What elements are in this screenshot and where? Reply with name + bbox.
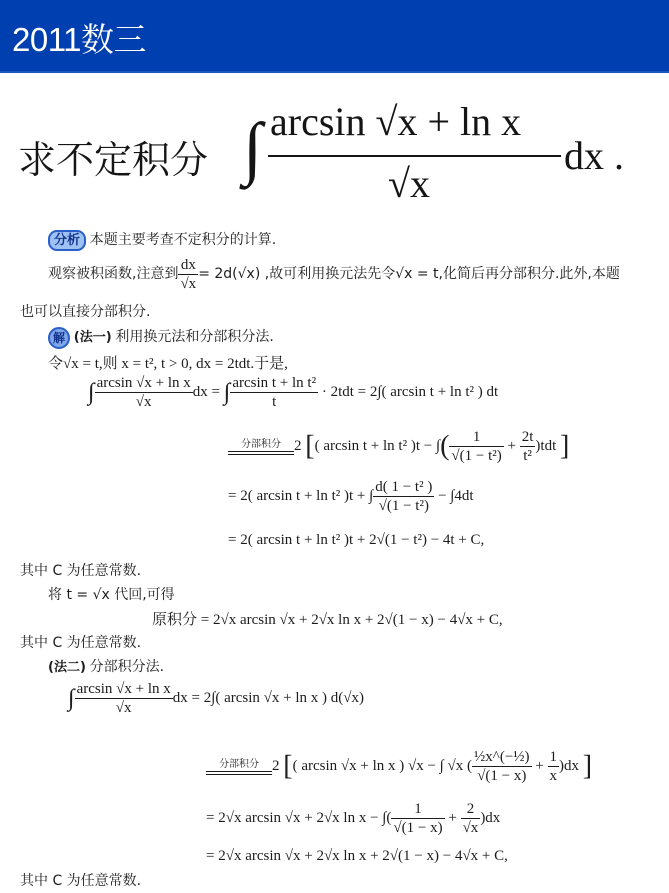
- analysis-fraction: [178, 256, 198, 293]
- method2-heading: [48, 656, 164, 676]
- frac-num: arcsin √x + ln x: [76, 681, 171, 697]
- analysis-line-1: [48, 256, 620, 293]
- double-equals: [206, 771, 272, 775]
- eq3-body: = 2( arcsin t + ln t² )t + ∫: [228, 487, 374, 504]
- constant-note-1: 其中 C 为任意常数.: [20, 563, 142, 579]
- frac-den: √x: [462, 820, 479, 836]
- fraction-bar: [268, 155, 561, 157]
- integral-sign: ∫: [88, 379, 95, 406]
- analysis-text-b: = 2d(√x) ,故可利用换元法先令√x = t,化简后再分部积分.此外,本题: [198, 265, 620, 282]
- equation-3: [228, 478, 474, 515]
- eq6-fraction-2: [548, 748, 560, 785]
- equation-1: ∫ $\frac{\text{arcsin √x + ln x}}{√x}$ dx = ∫ $\frac{\text{arcsin t + ln t²}}{t}$ · 2tdt = 2∫( arcsin t + ln t² ) dt: [88, 375, 499, 410]
- eq7-tail: )dx: [480, 809, 501, 826]
- equation-2: 分部积分 2 [( arcsin t + ln t² )t − ∫( $\frac{1}{\text{√(1 − t²)}}$ + $\frac{2t}{\text{t²}}$ )tdt ]: [228, 428, 569, 465]
- frac-den: √(1 − x): [477, 768, 527, 784]
- substitution-line: 令√x = t,则 x = t², t > 0, dx = 2tdt.于是,: [48, 356, 288, 372]
- back-substitution: 将 t = √x 代回,可得: [48, 587, 175, 603]
- frac-num: 2t: [521, 429, 534, 445]
- eq2-coef: 2: [294, 437, 302, 454]
- frac-den: √x: [135, 394, 152, 410]
- frac-num: arcsin t + ln t²: [232, 375, 317, 391]
- problem-differential: dx .: [564, 133, 624, 178]
- constant-note-3: 其中 C 为任意常数.: [20, 873, 142, 889]
- result-1: 原积分 = 2√x arcsin √x + 2√x ln x + 2√(1 − x) − 4√x + C,: [152, 612, 503, 628]
- frac-den: t: [272, 394, 277, 410]
- right-bracket: ]: [582, 750, 593, 782]
- analysis-text-a: 观察被积函数,注意到: [48, 265, 179, 282]
- eq2-fraction-1: [449, 428, 503, 465]
- integral-sign: ∫: [68, 685, 75, 712]
- eq1-lhs-fraction: [95, 374, 193, 411]
- equation-5: [68, 680, 364, 717]
- method1-label: (法一): [73, 330, 112, 345]
- solution-badge: 解: [48, 327, 70, 349]
- frac-den: √x: [180, 276, 197, 292]
- page-title: 2011数三: [12, 21, 146, 58]
- eq6-coef: 2: [272, 757, 280, 774]
- frac-den: x: [549, 768, 557, 784]
- eq1-mid-fraction: [230, 374, 318, 411]
- eq7-fraction-1: [391, 800, 444, 837]
- frac-num: 2: [461, 800, 481, 819]
- eq3-fraction: [373, 478, 434, 515]
- frac-den: t²: [523, 448, 532, 464]
- frac-num: arcsin √x + ln x: [96, 375, 191, 391]
- eq5-fraction: [75, 680, 173, 717]
- frac-den: √(1 − t²): [378, 498, 429, 514]
- eq6-tail: )dx: [559, 757, 579, 774]
- integration-by-parts-label: [228, 438, 294, 455]
- solution-heading: [48, 326, 274, 349]
- frac-num: ½x^(−½): [474, 749, 530, 765]
- integration-by-parts-label: [206, 758, 272, 775]
- equation-8: = 2√x arcsin √x + 2√x ln x + 2√(1 − x) − 4√x + C,: [206, 848, 508, 864]
- method2-label: (法二): [48, 660, 86, 675]
- constant-note-2: 其中 C 为任意常数.: [20, 635, 142, 651]
- equation-7: = 2√x arcsin √x + 2√x ln x − ∫( $\frac{1}{√(1 - x)}$ + $\frac{2}{√x}$ )dx: [206, 801, 501, 836]
- problem-lead: 求不定积分: [18, 138, 209, 182]
- frac-den: √(1 − x): [393, 820, 443, 836]
- analysis-summary: 本题主要考查不定积分的计算.: [89, 232, 277, 248]
- problem-denominator: √x: [388, 161, 430, 206]
- problem-numerator: arcsin √x + ln x: [270, 99, 522, 144]
- eq7-body: = 2√x arcsin √x + 2√x ln x − ∫(: [206, 809, 392, 826]
- eq2-body: ( arcsin t + ln t² )t − ∫: [314, 437, 441, 454]
- equation-4: = 2( arcsin t + ln t² )t + 2√(1 − t²) − 4t + C,: [228, 532, 485, 548]
- left-bracket: [: [283, 750, 293, 782]
- integral-sign: ∫: [243, 110, 263, 187]
- eq6-body: ( arcsin √x + ln x ) √x − ∫ √x (: [292, 757, 473, 774]
- method2-desc: 分部积分法.: [89, 659, 165, 675]
- frac-num: dx: [178, 256, 198, 275]
- frac-num: 1: [449, 428, 503, 447]
- over-label-text: 分部积分: [219, 759, 259, 770]
- over-label-text: 分部积分: [241, 439, 281, 450]
- frac-num: d( 1 − t² ): [375, 479, 433, 495]
- equation-6: 分部积分 2 [( arcsin √x + ln x ) √x − ∫ √x ( $\frac{\text{½x\textasciicircum{}(−½)}}{√(1 - x)}$ + $\frac{1}{x}$ )dx ]: [206, 748, 592, 785]
- analysis-badge: 分析: [48, 230, 86, 251]
- eq2-tail: )tdt: [535, 437, 557, 454]
- eq2-fraction-2: [520, 428, 536, 465]
- left-bracket: [: [305, 430, 315, 462]
- integral-sign: ∫: [223, 379, 231, 406]
- right-bracket: ]: [560, 430, 570, 462]
- eq6-fraction-1: [472, 748, 532, 785]
- eq3-tail: − ∫4dt: [438, 487, 474, 504]
- eq5-rhs: dx = 2∫( arcsin √x + ln x ) d(√x): [172, 689, 364, 706]
- analysis-line-2: 也可以直接分部积分.: [20, 304, 151, 320]
- problem-statement: [18, 98, 658, 208]
- double-equals: [228, 451, 294, 455]
- title-banner: [0, 0, 669, 73]
- eq1-rhs: · 2tdt = 2∫( arcsin t + ln t² ) dt: [321, 383, 499, 400]
- frac-den: √(1 − t²): [451, 448, 502, 464]
- left-paren: (: [440, 430, 450, 462]
- analysis-heading: [48, 229, 276, 251]
- frac-den: √x: [115, 700, 132, 716]
- method1-desc: 利用换元法和分部积分法.: [115, 329, 274, 345]
- frac-num: 1: [549, 749, 557, 765]
- eq7-fraction-2: [461, 800, 481, 837]
- frac-num: 1: [391, 800, 444, 819]
